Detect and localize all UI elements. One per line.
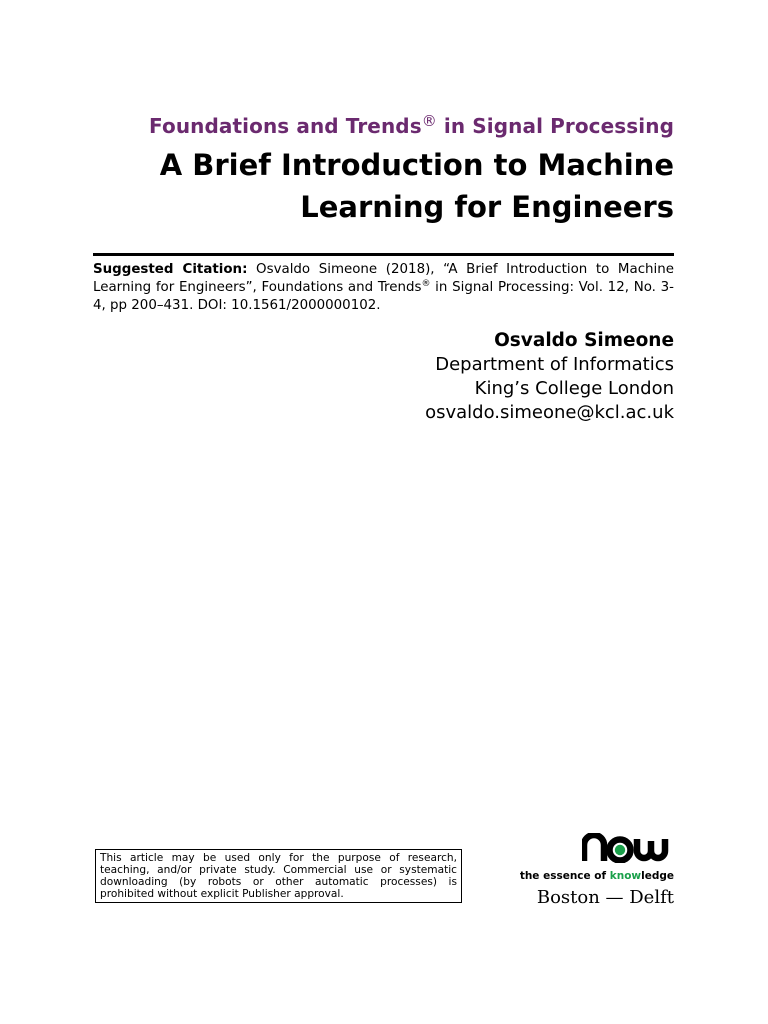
title-line-1: A Brief Introduction to Machine [159,148,674,182]
citation-registered-mark: ® [421,279,431,289]
citation-text-1: Osvaldo Simeone (2018), “A Brief Introduction to Machine Learning for Engineers”, Foundations and Trends [93,262,674,295]
publisher-cities: Boston — Delft [536,887,674,908]
series-subject: in Signal Processing [436,114,674,138]
registered-mark: ® [421,112,437,130]
publisher-logo [519,833,674,885]
suggested-citation [93,261,674,315]
title-line-2: Learning for Engineers [300,190,674,224]
publisher-tagline [520,870,674,882]
book-title [74,144,674,228]
series-title [149,112,674,138]
author-institution: King’s College London [474,378,674,399]
series-name: Foundations and Trends [149,114,422,138]
citation-text-2: in Signal Processing: Vol. 12, No. 3-4, pp 200–431. DOI: 10.1561/2000000102. [93,280,674,313]
author-name: Osvaldo Simeone [494,330,674,351]
title-rule [93,253,674,256]
tagline-start: the essence of [519,870,610,882]
author-email: osvaldo.simeone@kcl.ac.uk [425,402,674,423]
usage-notice: This article may be used only for the purpose of research, teaching, and/or private study. Commercial use or systematic downloading (by robots or other automatic processes) is prohibited without explicit Publisher approval. [95,849,462,903]
author-block [425,329,674,425]
author-department: Department of Informatics [435,354,674,375]
tagline-highlight: know [609,870,642,882]
tagline-end: ledge [641,870,674,882]
citation-label: Suggested Citation: [93,262,248,277]
now-logo-icon [582,833,674,863]
